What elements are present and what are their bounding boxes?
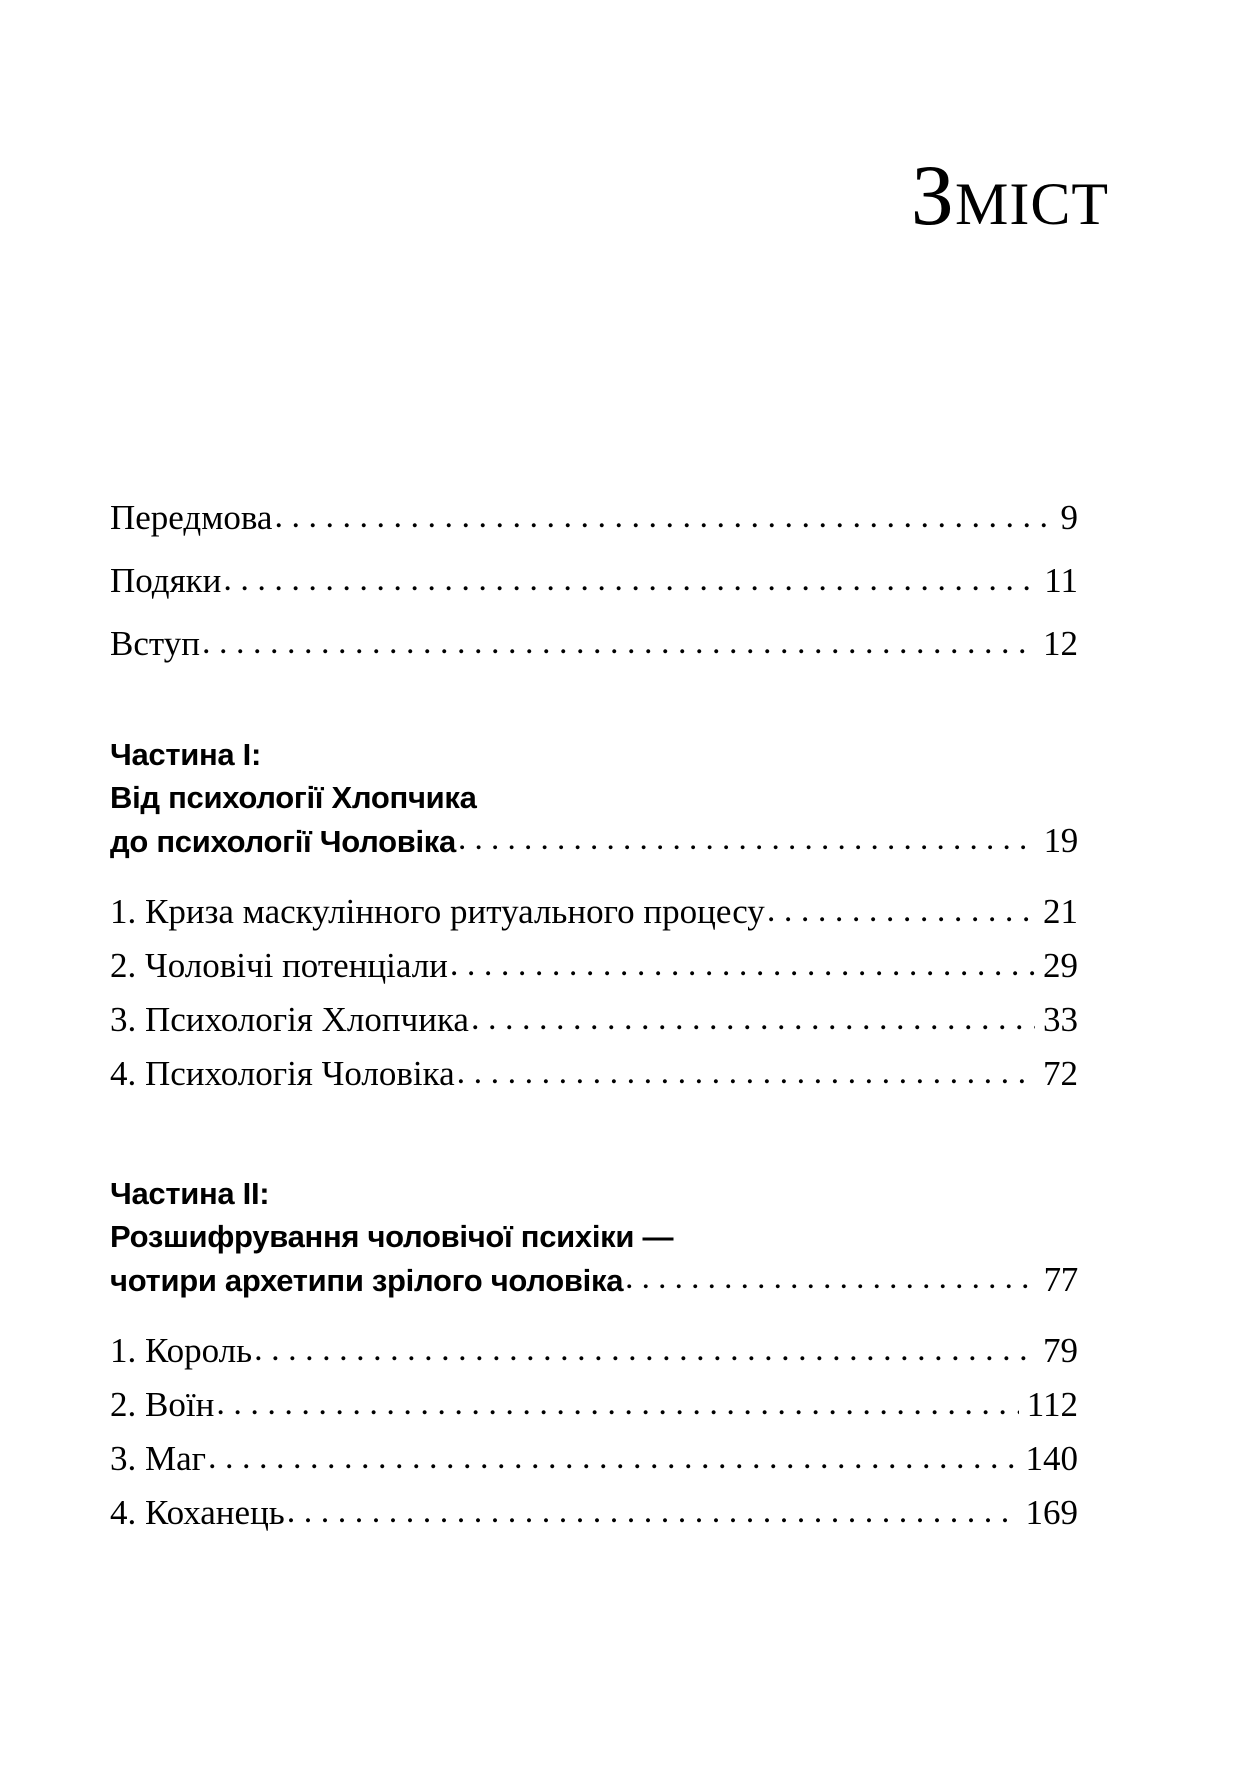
- toc-entry-chapter[interactable]: [110, 1387, 1078, 1423]
- toc-entry-label: 3. Маг: [110, 1439, 207, 1478]
- toc-entry-chapter[interactable]: [110, 1333, 1078, 1369]
- dot-leader: [274, 498, 1052, 534]
- toc-entry-chapter[interactable]: [110, 1441, 1078, 1477]
- toc-entry-preface[interactable]: [110, 500, 1078, 536]
- toc-entry-label: Передмова: [110, 498, 273, 537]
- part-heading-1[interactable]: [110, 733, 1078, 864]
- toc-entry-chapter[interactable]: [110, 948, 1078, 984]
- dot-leader: [625, 1256, 1035, 1300]
- toc-entry-page-number: 79: [1043, 1331, 1078, 1370]
- page-title: Зміст: [910, 147, 1109, 243]
- part-page-number: 19: [1043, 821, 1078, 860]
- dot-leader: [458, 817, 1036, 861]
- toc-entry-introduction[interactable]: [110, 626, 1078, 662]
- toc-entry-acknowledgements[interactable]: [110, 563, 1078, 599]
- toc-entry-label: Вступ: [110, 624, 200, 663]
- toc-entry-label: 1. Криза маскулінного ритуального процесу: [110, 892, 765, 931]
- part-heading-line: чотири архетипи зрілого чоловіка: [110, 1263, 624, 1298]
- toc-entry-label: 4. Коханець: [110, 1493, 285, 1532]
- toc-entry-page-number: 11: [1044, 561, 1078, 600]
- toc-entry-page-number: 169: [1025, 1493, 1078, 1532]
- toc-entry-chapter[interactable]: [110, 894, 1078, 930]
- toc-entry-page-number: 12: [1043, 624, 1078, 663]
- dot-leader: [767, 892, 1035, 928]
- part-heading-line: Частина I:: [110, 737, 262, 772]
- toc-entry-chapter[interactable]: [110, 1495, 1078, 1531]
- part-heading-line: до психології Чоловіка: [110, 824, 456, 859]
- toc-entry-page-number: 72: [1043, 1054, 1078, 1093]
- dot-leader: [457, 1054, 1035, 1090]
- spacer: [110, 1303, 1078, 1333]
- toc-entry-page-number: 33: [1043, 1000, 1078, 1039]
- dot-leader: [223, 561, 1036, 597]
- toc-entry-label: 2. Воїн: [110, 1385, 215, 1424]
- toc-entry-label: 3. Психологія Хлопчика: [110, 1000, 469, 1039]
- toc-entry-page-number: 29: [1043, 946, 1078, 985]
- part-page-number: 77: [1043, 1260, 1078, 1299]
- dot-leader: [202, 624, 1035, 660]
- toc-entry-chapter[interactable]: [110, 1056, 1078, 1092]
- toc-entry-page-number: 9: [1060, 498, 1078, 537]
- dot-leader: [254, 1331, 1035, 1367]
- toc-entry-label: 1. Король: [110, 1331, 253, 1370]
- toc-entries-container: [110, 500, 1078, 1549]
- part-heading-line: Розшифрування чоловічої психіки —: [110, 1219, 674, 1254]
- toc-entry-page-number: 140: [1025, 1439, 1078, 1478]
- toc-entry-chapter[interactable]: [110, 1002, 1078, 1038]
- spacer: [110, 689, 1078, 733]
- dot-leader: [216, 1385, 1018, 1421]
- toc-entry-label: 2. Чоловічі потенціали: [110, 946, 448, 985]
- toc-entry-label: Подяки: [110, 561, 222, 600]
- dot-leader: [471, 1000, 1035, 1036]
- spacer: [110, 1110, 1078, 1172]
- part-heading-line: Частина II:: [110, 1176, 270, 1211]
- part-2-chapter-list: [110, 1333, 1078, 1531]
- dot-leader: [208, 1439, 1017, 1475]
- part-heading-2[interactable]: [110, 1172, 1078, 1303]
- toc-entry-page-number: 112: [1026, 1385, 1078, 1424]
- part-heading-line: Від психології Хлопчика: [110, 780, 477, 815]
- part-1-chapter-list: [110, 894, 1078, 1092]
- toc-entry-label: 4. Психологія Чоловіка: [110, 1054, 455, 1093]
- front-matter-group: [110, 500, 1078, 662]
- toc-entry-page-number: 21: [1043, 892, 1078, 931]
- dot-leader: [450, 946, 1035, 982]
- dot-leader: [287, 1493, 1018, 1529]
- spacer: [110, 864, 1078, 894]
